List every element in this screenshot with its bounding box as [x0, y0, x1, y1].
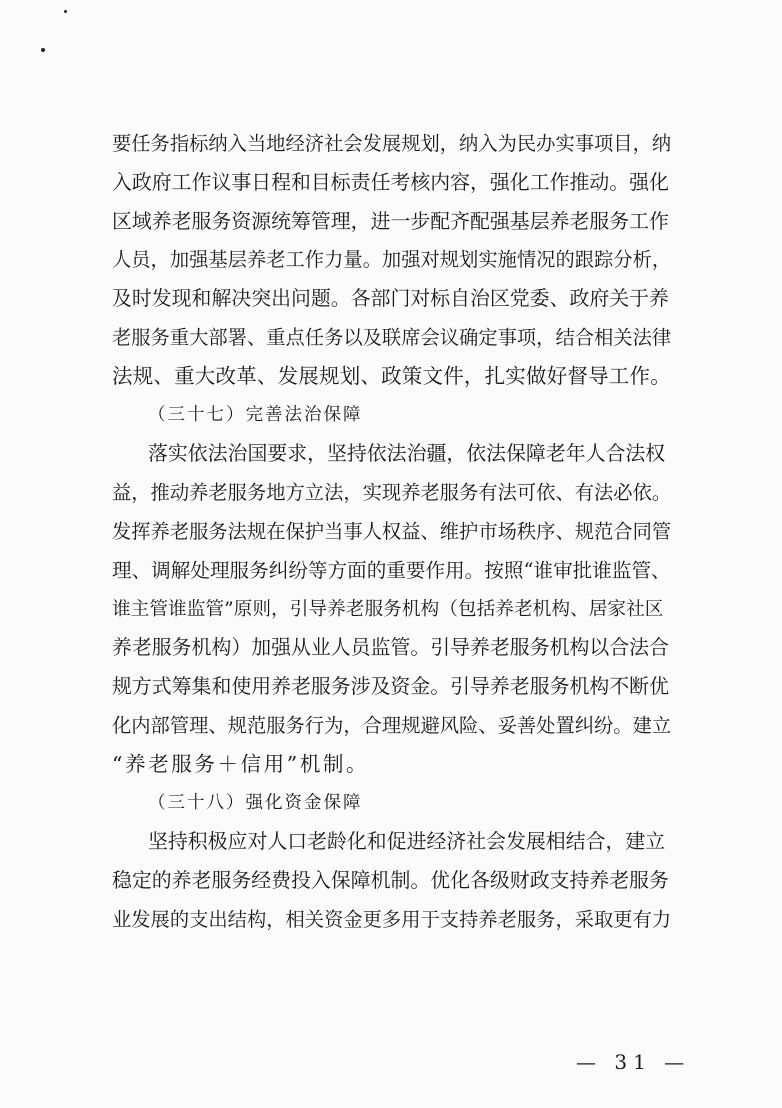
body-line: 稳定的养老服务经费投入保障机制。优化各级财政支持养老服务	[112, 869, 669, 893]
body-line: 入政府工作议事日程和目标责任考核内容，强化工作推动。强化	[112, 170, 669, 194]
body-line: 法规、重大改革、发展规划、政策文件，扎实做好督导工作。	[112, 363, 671, 388]
body-line: 理、调解处理服务纠纷等方面的重要作用。按照“谁审批谁监管、	[112, 558, 671, 582]
body-line: 谁主管谁监管”原则，引导养老服务机构（包括养老机构、居家社区	[112, 598, 664, 620]
body-line: 益，推动养老服务地方立法，实现养老服务有法可依、有法必依。	[112, 481, 672, 505]
body-line: “养老服务＋信用”机制。	[112, 751, 370, 776]
scan-speck	[64, 10, 67, 13]
section-heading: （三十八）强化资金保障	[148, 792, 363, 813]
body-line: 规方式筹集和使用养老服务涉及资金。引导养老服务机构不断优	[112, 675, 669, 699]
page-number: — 31 —	[576, 1050, 691, 1074]
body-line: 老服务重大部署、重点任务以及联席会议确定事项，结合相关法律	[112, 325, 672, 349]
body-line: 人员，加强基层养老工作力量。加强对规划实施情况的跟踪分析，	[112, 248, 672, 272]
document-body	[112, 130, 672, 945]
body-line: 业发展的支出结构，相关资金更多用于支持养老服务，采取更有力	[112, 907, 672, 931]
body-line: 发挥养老服务法规在保护当事人权益、维护市场秩序、规范合同管	[112, 519, 672, 543]
body-line: 养老服务机构）加强从业人员监管。引导养老服务机构以合法合	[112, 636, 669, 660]
body-line: 化内部管理、规范服务行为，合理规避风险、妥善处置纠纷。建立	[112, 713, 672, 737]
section-heading: （三十七）完善法治保障	[148, 404, 363, 425]
body-line: 及时发现和解决突出问题。各部门对标自治区党委、政府关于养	[112, 287, 669, 311]
body-line: 落实依法治国要求，坚持依法治疆，依法保障老年人合法权	[148, 442, 666, 466]
body-line: 区域养老服务资源统筹管理，进一步配齐配强基层养老服务工作	[112, 209, 669, 233]
scan-speck	[41, 48, 45, 52]
body-line: 要任务指标纳入当地经济社会发展规划，纳入为民办实事项目，纳	[112, 132, 672, 155]
body-line: 坚持积极应对人口老龄化和促进经济社会发展相结合，建立	[148, 830, 666, 854]
